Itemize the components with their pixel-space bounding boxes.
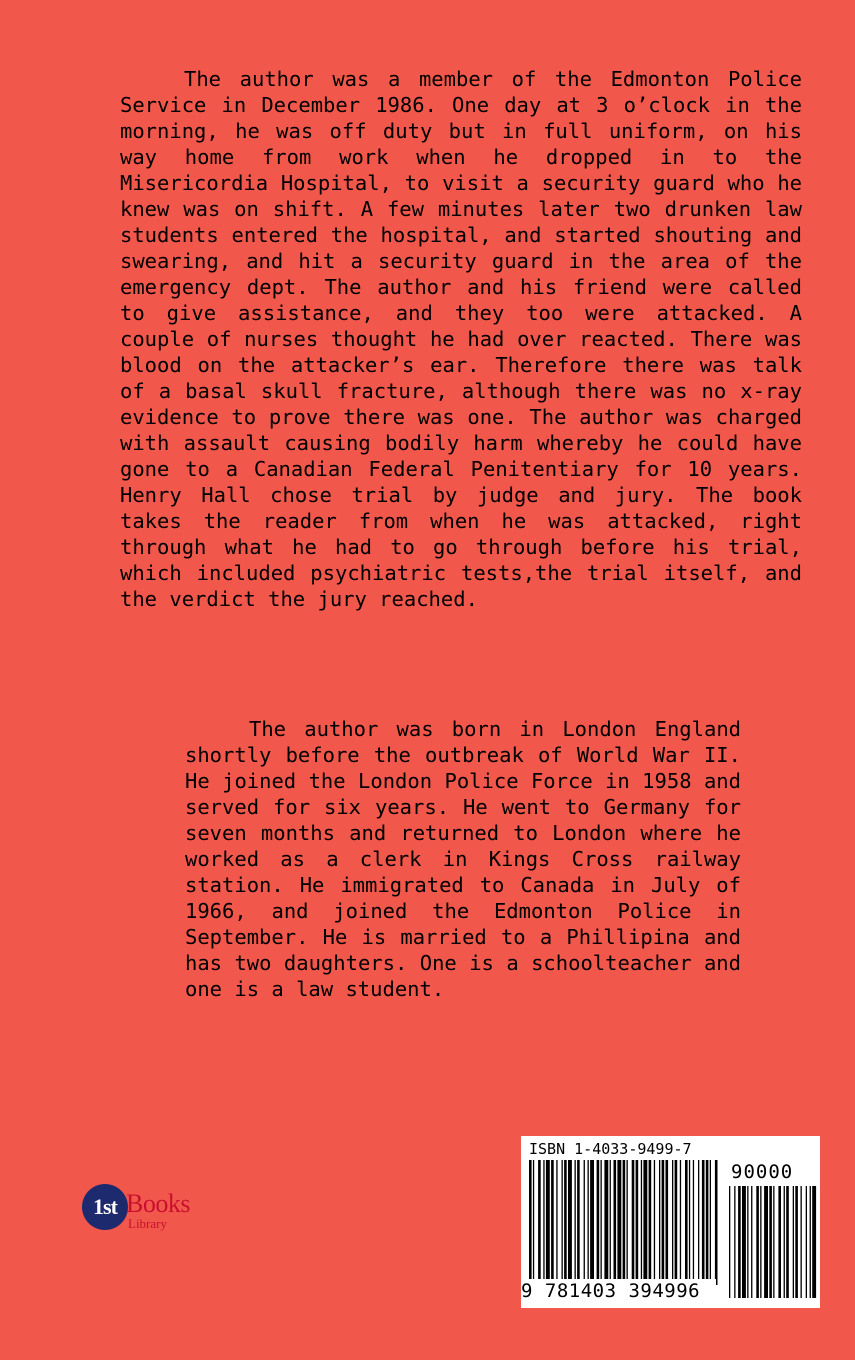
barcode-bar xyxy=(627,1160,628,1285)
logo-wordmark: Books xyxy=(126,1189,190,1218)
addon-bar xyxy=(760,1186,761,1298)
barcode-bar xyxy=(702,1160,705,1285)
barcode-bar xyxy=(715,1160,718,1285)
barcode-bar xyxy=(710,1160,711,1285)
addon-bar xyxy=(742,1186,746,1298)
barcode-bar xyxy=(601,1160,602,1285)
addon-bar xyxy=(734,1186,735,1298)
barcode-bar xyxy=(584,1160,585,1285)
addon-bar xyxy=(810,1186,811,1298)
addon-bar xyxy=(784,1186,785,1298)
barcode-bar xyxy=(614,1160,617,1285)
addon-bar xyxy=(812,1186,816,1298)
price-code: 90000 xyxy=(731,1161,794,1183)
addon-bar xyxy=(738,1186,741,1298)
addon-bar xyxy=(747,1186,748,1298)
addon-bar xyxy=(801,1186,802,1298)
addon-bar xyxy=(773,1186,774,1298)
barcode-bar xyxy=(675,1160,678,1285)
addon-bar xyxy=(793,1186,794,1298)
barcode-bar xyxy=(551,1160,554,1285)
barcode-bar xyxy=(575,1160,576,1285)
barcode-bar xyxy=(693,1160,694,1285)
barcode-bar xyxy=(597,1160,600,1285)
barcode-bar xyxy=(529,1160,532,1285)
barcode-bar xyxy=(636,1160,639,1285)
barcode-bar xyxy=(577,1160,580,1285)
logo-subtitle: Library xyxy=(128,1216,167,1231)
barcode-bar xyxy=(689,1160,690,1285)
barcode-bar xyxy=(604,1160,608,1285)
barcode-bar xyxy=(556,1160,557,1285)
barcode-bar xyxy=(623,1160,626,1285)
addon-bar xyxy=(769,1186,772,1298)
book-description: The author was a member of the Edmonton Police Service in December 1986. One day at 3 o’clock in the morning, he was off duty but in full uniform, on his way home from work when he dropped in to the Misericordia Hospital, to visit a security guard who he knew was on shift. A few minutes later two drunken law students entered the hospital, and started shouting and swearing, and hit a security guard in the area of the emergency dept. The author and his friend were called to give assistance, and they too were attacked. A couple of nurses thought he had over reacted. There was blood on the attacker’s ear. Therefore there was talk of a basal skull fracture, although there was no x-ray evidence to prove there was one. The author was charged with assault causing bodily harm whereby he could have gone to a Canadian Federal Penitentiary for 10 years. Henry Hall chose trial by judge and jury. The book takes the reader from when he was attacked, right through what he had to go through before his trial, which included psychiatric tests,the trial itself, and the verdict the jury reached. xyxy=(120,67,802,611)
isbn-number: ISBN 1-4033-9499-7 xyxy=(529,1140,692,1158)
barcode-bar xyxy=(662,1160,665,1285)
addon-bar xyxy=(795,1186,798,1298)
barcode-bar xyxy=(659,1160,660,1285)
barcode-bar xyxy=(641,1160,642,1285)
addon-bar xyxy=(806,1186,807,1298)
barcode-bar xyxy=(533,1160,534,1285)
barcode-bar xyxy=(588,1160,589,1285)
barcode-bar xyxy=(632,1160,635,1285)
barcode-panel xyxy=(521,1136,820,1308)
barcode-bar xyxy=(685,1160,688,1285)
publisher-logo xyxy=(82,1184,222,1244)
barcode-bar xyxy=(672,1160,673,1285)
barcode-bar xyxy=(649,1160,652,1285)
barcode-bar xyxy=(617,1160,621,1285)
ean-digits: 9 781403 394996 xyxy=(521,1279,716,1303)
barcode-bar xyxy=(562,1160,563,1285)
barcode-bar xyxy=(543,1160,544,1285)
barcode-bar xyxy=(610,1160,611,1285)
barcode-bar xyxy=(698,1160,699,1285)
barcode-bar xyxy=(706,1160,709,1285)
author-biography: The author was born in London England shortly before the outbreak of World War II. He joined the London Police Force in 1958 and served for six years. He went to Germany for seven months and returned to London where he worked as a clerk in Kings Cross railway station. He immigrated to Canada in July of 1966, and joined the Edmonton Police in September. He is married to a Phillipina and has two daughters. One is a schoolteacher and one is a law student. xyxy=(185,717,741,1001)
barcode-bar xyxy=(538,1160,541,1285)
logo-circle-mark: 1st xyxy=(82,1184,128,1230)
barcode-bar xyxy=(643,1160,647,1285)
barcode-bar xyxy=(590,1160,594,1285)
barcode-bar xyxy=(680,1160,681,1285)
barcode-bar xyxy=(666,1160,669,1285)
barcode-bar xyxy=(564,1160,567,1285)
barcode-bar xyxy=(546,1160,550,1285)
addon-bar xyxy=(786,1186,789,1298)
addon-bar xyxy=(764,1186,768,1298)
addon-bar xyxy=(778,1186,781,1298)
barcode-bar xyxy=(654,1160,655,1285)
addon-bar xyxy=(756,1186,759,1298)
addon-bar xyxy=(751,1186,752,1298)
addon-bar xyxy=(729,1186,730,1298)
barcode-bar xyxy=(568,1160,572,1285)
